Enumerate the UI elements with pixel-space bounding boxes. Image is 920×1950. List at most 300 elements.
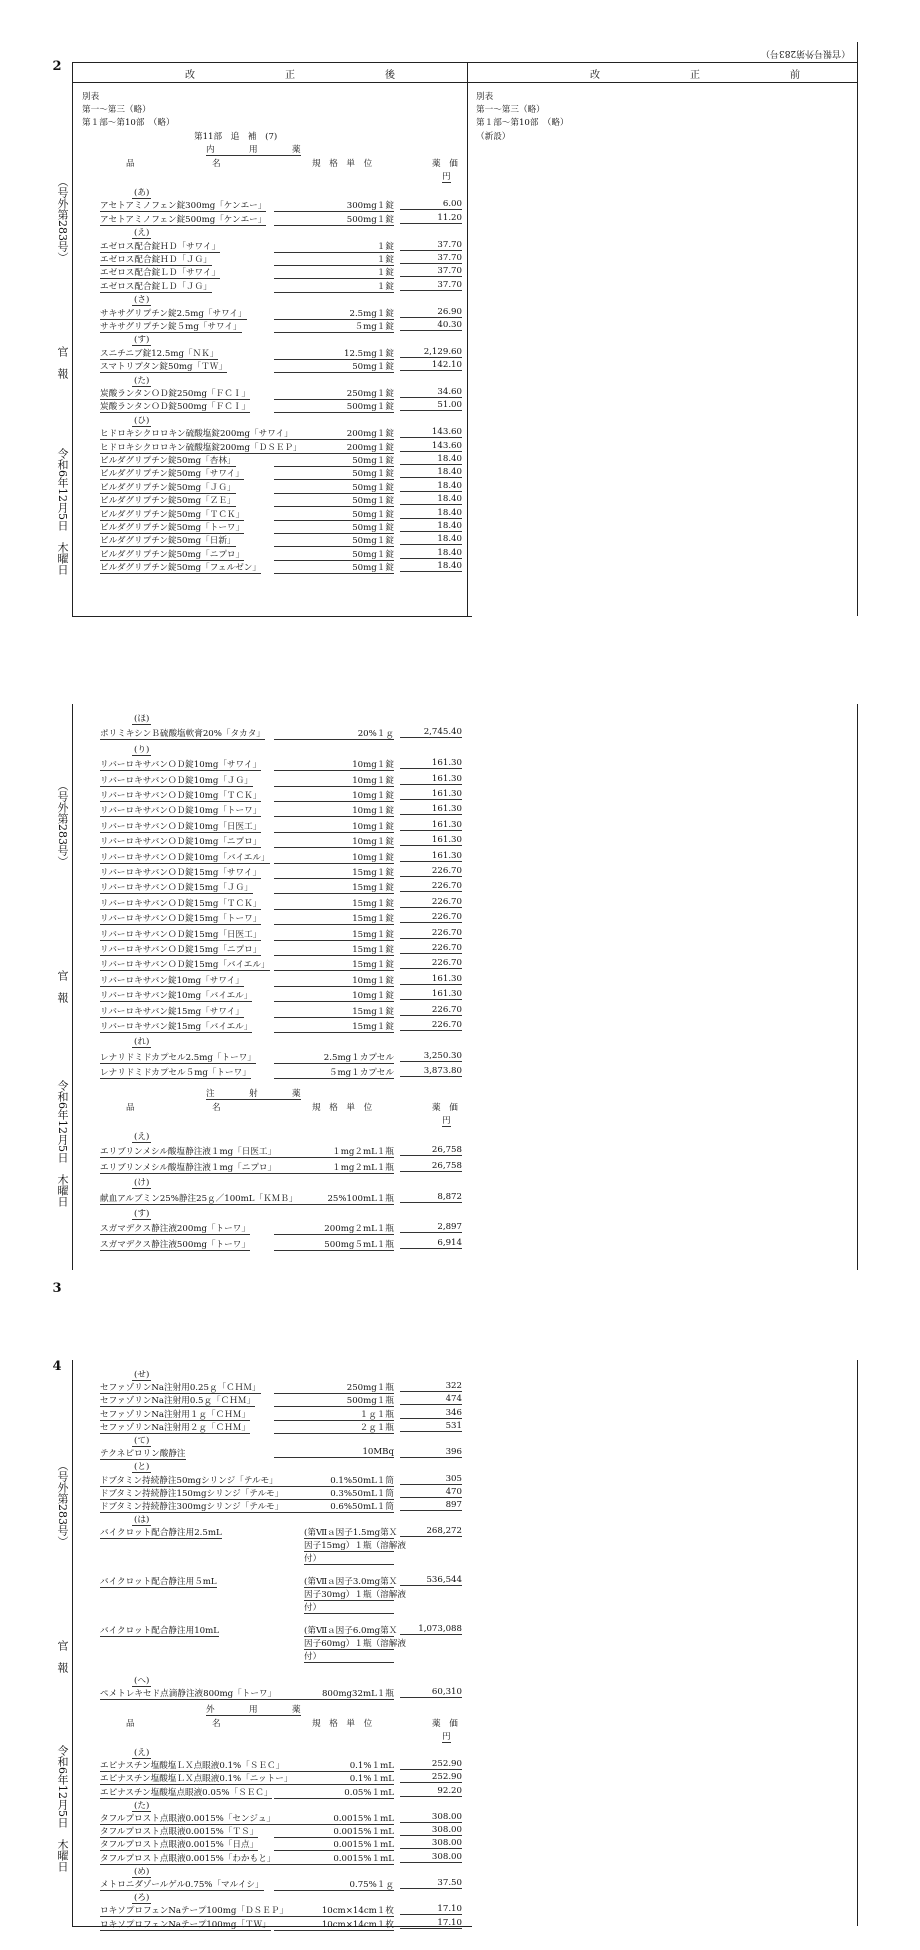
drug-price: 226.70	[400, 958, 462, 969]
page-number: 3	[52, 1281, 62, 1296]
col-header-name: 品 名	[126, 1103, 221, 1113]
issue-date: 令和6年12月5日 木曜日	[56, 1080, 69, 1207]
drug-spec: 因子60mg）１瓶（溶解液	[304, 1639, 406, 1649]
drug-name: エゼロス配合錠ＨＤ「ＪＧ」	[100, 255, 212, 265]
drug-spec: 25%100mL１瓶	[274, 1192, 394, 1205]
drug-spec: 50mg１錠	[274, 508, 394, 521]
drug-name: スニチニブ錠12.5mg「ＮＫ」	[100, 348, 219, 359]
drug-price: 226.70	[400, 943, 462, 954]
drug-price: 226.70	[400, 928, 462, 939]
col-header-price: 薬 価	[432, 1103, 458, 1113]
drug-name: ビルダグリプチン錠50mg「サワイ」	[100, 469, 244, 480]
drug-price: 308.00	[400, 1852, 462, 1863]
drug-spec: 500mg１瓶	[274, 1394, 394, 1407]
drug-price: 308.00	[400, 1825, 462, 1836]
intro-line: 第１部～第10部 （略）	[82, 118, 175, 128]
kana-index-label: (え)	[134, 1132, 150, 1142]
drug-spec: 因子30mg）１瓶（溶解液	[304, 1590, 406, 1600]
margin-strip	[46, 700, 69, 1296]
drug-name: ポリミキシンＢ硫酸塩軟膏20%「タカタ」	[100, 729, 265, 740]
kana-index	[132, 186, 151, 198]
drug-price: 26,758	[400, 1161, 462, 1172]
drug-spec: 300mg１錠	[274, 199, 394, 212]
drug-price: 26.90	[400, 307, 462, 318]
kana-index	[132, 1513, 151, 1525]
drug-spec: 0.0015%１mL	[274, 1838, 394, 1851]
drug-spec: 500mg５mL１瓶	[274, 1238, 394, 1251]
drug-spec: 0.1%１mL	[274, 1772, 394, 1785]
drug-name: セファゾリンNa注射用２ｇ「ＣＨＭ」	[100, 1422, 250, 1433]
drug-spec: 50mg１錠	[274, 534, 394, 547]
drug-price: 18.40	[400, 454, 462, 465]
page-2	[0, 0, 920, 640]
drug-spec: ５mg１カプセル	[274, 1066, 394, 1079]
drug-name: バイクロット配合静注用2.5mL	[100, 1528, 222, 1538]
intro-line: 別表	[82, 92, 100, 102]
drug-price: 322	[400, 1381, 462, 1392]
drug-spec: 50mg１錠	[274, 467, 394, 480]
drug-spec: 800mg32mL１瓶	[274, 1687, 394, 1700]
drug-name: リバーロキサバン錠10mg「バイエル」	[100, 991, 253, 1002]
drug-spec: １錠	[274, 266, 394, 279]
drug-name: ドブタミン持続静注150mgシリンジ「テルモ」	[100, 1488, 284, 1499]
drug-name: ヒドロキシクロロキン硫酸塩錠200mg「サワイ」	[100, 429, 293, 440]
drug-spec: (第Ⅶａ因子6.0mg第Ｘ	[304, 1626, 398, 1636]
drug-spec: 500mg１錠	[274, 213, 394, 226]
kana-index-label: (た)	[134, 1800, 150, 1811]
col-head-before: 改 正 前	[590, 70, 840, 81]
drug-name: スガマデクス静注液500mg「トーワ」	[100, 1239, 250, 1250]
drug-price: 37.70	[400, 280, 462, 291]
drug-price: 470	[400, 1487, 462, 1498]
drug-name: レナリドミドカプセル2.5mg「トーワ」	[100, 1052, 256, 1063]
drug-price: 161.30	[400, 804, 462, 815]
drug-spec: 0.0015%１mL	[274, 1825, 394, 1838]
kana-index-label: (へ)	[134, 1676, 150, 1686]
drug-spec: 10mg１錠	[274, 804, 394, 817]
drug-price: 18.40	[400, 521, 462, 532]
drug-spec: 10MBq	[274, 1447, 394, 1458]
right-col-line: （新設）	[476, 132, 511, 142]
drug-spec: 0.6%50mL１筒	[274, 1500, 394, 1513]
drug-spec: 10mg１錠	[274, 758, 394, 771]
drug-spec: 15mg１錠	[274, 912, 394, 925]
kana-index	[132, 1746, 151, 1758]
kana-index-label: (て)	[134, 1436, 150, 1446]
kana-index	[132, 226, 151, 238]
drug-name: レナリドミドカプセル５mg「トーワ」	[100, 1068, 251, 1079]
drug-spec: 15mg１錠	[274, 1020, 394, 1033]
drug-price: 60,310	[400, 1687, 462, 1698]
drug-name: タフルプロスト点眼液0.0015%「日点」	[100, 1840, 259, 1851]
drug-price: 18.40	[400, 534, 462, 545]
drug-name: リバーロキサバン錠15mg「バイエル」	[100, 1022, 253, 1032]
section-title: 外 用 薬	[206, 1705, 301, 1715]
kana-index-label: (ほ)	[134, 714, 150, 724]
col-header-price: 薬 価	[432, 159, 458, 169]
drug-name: タフルプロスト点眼液0.0015%「わかもと」	[100, 1853, 276, 1864]
intro-line: 第一～第三（略）	[82, 105, 151, 115]
drug-spec: 50mg１錠	[274, 360, 394, 373]
col-header-name: 品 名	[126, 1719, 221, 1729]
drug-spec: 15mg１錠	[274, 897, 394, 910]
kana-index-label: (ろ)	[134, 1893, 150, 1904]
drug-spec: 因子15mg）１瓶（溶解液	[304, 1541, 406, 1551]
kana-index-label: (け)	[134, 1178, 150, 1189]
drug-price: 18.40	[400, 481, 462, 492]
kana-index	[132, 1035, 151, 1047]
drug-price: 474	[400, 1394, 462, 1405]
drug-price: 18.40	[400, 508, 462, 519]
paper-name: 官 報	[56, 1640, 69, 1673]
drug-spec: 0.1%１mL	[274, 1759, 394, 1772]
drug-name: エピナスチン塩酸塩ＬＸ点眼液0.1%「ニットー」	[100, 1774, 293, 1785]
section-title: 注 射 薬	[206, 1089, 301, 1099]
drug-spec: 250mg１瓶	[274, 1381, 394, 1394]
drug-spec: 付）	[304, 1552, 394, 1565]
kana-index-label: (た)	[134, 375, 150, 386]
drug-name: リバーロキサバンＯＤ錠10mg「日医工」	[100, 821, 262, 832]
drug-price: 161.30	[400, 789, 462, 800]
drug-spec: 0.3%50mL１筒	[274, 1487, 394, 1500]
drug-name: リバーロキサバンＯＤ錠10mg「ＪＧ」	[100, 775, 253, 786]
drug-spec: １mg２mL１瓶	[274, 1145, 394, 1158]
drug-spec: 0.1%50mL１筒	[274, 1474, 394, 1487]
drug-spec: 付）	[304, 1601, 394, 1614]
drug-name: エリブリンメシル酸塩静注液１mg「ニプロ」	[100, 1162, 277, 1173]
col-header-price: 薬 価	[432, 1719, 458, 1729]
drug-spec: 0.75%１ｇ	[274, 1878, 394, 1891]
kana-index	[132, 1434, 151, 1446]
kana-index-label: (め)	[134, 1866, 150, 1877]
drug-name: メトロニダゾールゲル0.75%「マルイシ」	[100, 1880, 264, 1890]
drug-name: リバーロキサバンＯＤ錠10mg「バイエル」	[100, 852, 270, 863]
drug-price: 6,914	[400, 1238, 462, 1249]
drug-name: バイクロット配合静注用５mL	[100, 1577, 217, 1587]
drug-price: 161.30	[400, 989, 462, 1000]
kana-index-label: (あ)	[134, 188, 150, 198]
drug-price: 2,897	[400, 1222, 462, 1233]
drug-name: テクネピロリン酸静注	[100, 1449, 186, 1460]
drug-spec: 15mg１錠	[274, 943, 394, 956]
drug-price: 531	[400, 1421, 462, 1432]
drug-price: 252.90	[400, 1772, 462, 1783]
drug-name: バイクロット配合静注用10mL	[100, 1626, 219, 1636]
drug-spec: 15mg１錠	[274, 881, 394, 894]
kana-index-label: (せ)	[134, 1370, 150, 1380]
drug-spec: 10cm×14cm１枚	[274, 1904, 394, 1917]
drug-spec: 10mg１錠	[274, 974, 394, 987]
kana-index-label: (す)	[134, 335, 150, 346]
margin-strip	[46, 56, 68, 616]
drug-price: 161.30	[400, 835, 462, 846]
right-col-line: 第１部～第10部 （略）	[476, 118, 569, 128]
drug-spec: 10mg１錠	[274, 774, 394, 787]
drug-price: 2,745.40	[400, 727, 462, 738]
top-note: （官報号外第283号）	[760, 48, 850, 58]
drug-price: 1,073,088	[400, 1624, 462, 1635]
drug-spec: (第Ⅶａ因子3.0mg第Ｘ	[304, 1577, 398, 1587]
drug-price: 142.10	[400, 360, 462, 371]
issue-date: 令和6年12月5日 木曜日	[56, 448, 69, 575]
part-title: 第11部 追 補 (7)	[194, 132, 278, 142]
drug-price: 226.70	[400, 866, 462, 877]
drug-price: 226.70	[400, 1005, 462, 1016]
col-header-name: 品 名	[126, 159, 221, 169]
drug-spec: 50mg１錠	[274, 454, 394, 467]
drug-price: 161.30	[400, 974, 462, 985]
drug-spec: 10cm×14cm１枚	[274, 1918, 394, 1931]
col-header-yen: 円	[442, 1732, 451, 1742]
drug-name: サキサグリプチン錠５mg「サワイ」	[100, 322, 242, 332]
drug-spec: 10mg１錠	[274, 851, 394, 864]
drug-spec: 250mg１錠	[274, 387, 394, 400]
drug-name: エリブリンメシル酸塩静注液１mg「日医工」	[100, 1147, 277, 1158]
drug-price: 18.40	[400, 548, 462, 559]
kana-index	[132, 414, 151, 426]
drug-name: リバーロキサバンＯＤ錠10mg「ＴＣＫ」	[100, 791, 262, 801]
drug-name: ロキソプロフェンNaテープ100mg「ＤＳＥＰ」	[100, 1906, 288, 1917]
drug-price: 308.00	[400, 1838, 462, 1849]
drug-name: ビルダグリプチン錠50mg「杏林」	[100, 456, 236, 466]
drug-price: 897	[400, 1500, 462, 1511]
kana-index-label: (れ)	[134, 1037, 150, 1048]
drug-name: ロキソプロフェンNaテープ100mg「ＴＷ」	[100, 1919, 271, 1930]
drug-name: リバーロキサバンＯＤ錠15mg「ＪＧ」	[100, 883, 253, 894]
page-4	[0, 1340, 920, 1940]
drug-price: 161.30	[400, 820, 462, 831]
drug-spec: 20%１ｇ	[274, 727, 394, 740]
issue-number: （号外第283号）	[56, 780, 69, 867]
drug-name: リバーロキサバンＯＤ錠15mg「バイエル」	[100, 960, 270, 971]
drug-name: リバーロキサバンＯＤ錠15mg「トーワ」	[100, 914, 262, 925]
drug-spec: １錠	[274, 280, 394, 293]
drug-spec: １mg２mL１瓶	[274, 1161, 394, 1174]
drug-price: 3,250.30	[400, 1051, 462, 1062]
kana-index	[132, 1674, 151, 1686]
drug-price: 6.00	[400, 199, 462, 210]
drug-price: 17.10	[400, 1904, 462, 1915]
kana-index	[132, 333, 151, 345]
drug-name: ヒドロキシクロロキン硫酸塩錠200mg「ＤＳＥＰ」	[100, 442, 302, 453]
drug-price: 11.20	[400, 213, 462, 224]
kana-index	[132, 1207, 151, 1219]
kana-index-label: (さ)	[134, 295, 150, 306]
page-number: 4	[52, 1359, 62, 1374]
drug-spec: 200mg１錠	[274, 427, 394, 440]
drug-price: 226.70	[400, 912, 462, 923]
drug-price: 2,129.60	[400, 347, 462, 358]
drug-name: 献血アルブミン25%静注25ｇ／100mL「ＫＭＢ」	[100, 1193, 298, 1204]
kana-index-label: (は)	[134, 1515, 150, 1526]
drug-price: 37.70	[400, 266, 462, 277]
drug-spec: 10mg１錠	[274, 789, 394, 802]
drug-spec: 付）	[304, 1650, 394, 1663]
drug-spec: 2.5mg１カプセル	[274, 1051, 394, 1064]
drug-name: ビルダグリプチン錠50mg「ニプロ」	[100, 549, 245, 560]
drug-price: 18.40	[400, 561, 462, 572]
drug-name: ビルダグリプチン錠50mg「ＪＧ」	[100, 482, 236, 493]
drug-price: 143.60	[400, 427, 462, 438]
drug-name: エピナスチン塩酸塩点眼液0.05%「ＳＥＣ」	[100, 1787, 273, 1798]
drug-spec: 200mg１錠	[274, 441, 394, 454]
drug-price: 161.30	[400, 851, 462, 862]
drug-spec: 2.5mg１錠	[274, 307, 394, 320]
drug-spec: 50mg１錠	[274, 561, 394, 574]
drug-name: エピナスチン塩酸塩ＬＸ点眼液0.1%「ＳＥＣ」	[100, 1761, 285, 1772]
drug-spec: 12.5mg１錠	[274, 347, 394, 360]
drug-name: タフルプロスト点眼液0.0015%「センジュ」	[100, 1814, 276, 1824]
drug-price: 308.00	[400, 1812, 462, 1823]
drug-name: スマトリプタン錠50mg「ＴＷ」	[100, 362, 227, 373]
kana-index	[132, 1891, 151, 1903]
drug-price: 26,758	[400, 1145, 462, 1156]
margin-strip	[46, 1360, 68, 1920]
drug-name: 炭酸ランタンＯＤ錠250mg「ＦＣＩ」	[100, 389, 251, 399]
drug-price: 226.70	[400, 881, 462, 892]
drug-name: リバーロキサバンＯＤ錠10mg「サワイ」	[100, 760, 262, 771]
drug-spec: １錠	[274, 240, 394, 253]
drug-price: 18.40	[400, 494, 462, 505]
drug-name: 炭酸ランタンＯＤ錠500mg「ＦＣＩ」	[100, 402, 251, 413]
drug-name: エゼロス配合錠ＨＤ「サワイ」	[100, 241, 221, 252]
drug-spec: 10mg１錠	[274, 835, 394, 848]
page-3	[0, 660, 920, 1296]
section-title: 内 用 薬	[206, 145, 301, 155]
issue-date: 令和6年12月5日 木曜日	[56, 1745, 69, 1872]
drug-spec: 15mg１錠	[274, 866, 394, 879]
kana-index	[132, 1865, 151, 1877]
drug-name: ペメトレキセド点滴静注液800mg「トーワ」	[100, 1689, 277, 1699]
drug-name: スガマデクス静注液200mg「トーワ」	[100, 1224, 250, 1235]
col-header-yen: 円	[442, 172, 451, 182]
drug-price: 34.60	[400, 387, 462, 398]
kana-index	[132, 1460, 151, 1472]
drug-name: ビルダグリプチン錠50mg「ＺＥ」	[100, 496, 236, 507]
drug-name: セファゾリンNa注射用0.25ｇ「ＣＨＭ」	[100, 1383, 261, 1394]
kana-index-label: (す)	[134, 1209, 150, 1219]
paper-name: 官 報	[56, 346, 69, 379]
kana-index	[132, 293, 151, 305]
kana-index-label: (え)	[134, 1748, 150, 1758]
drug-price: 40.30	[400, 320, 462, 331]
drug-name: リバーロキサバン錠10mg「サワイ」	[100, 975, 244, 986]
col-header-spec: 規 格 単 位	[312, 1103, 373, 1113]
kana-index	[132, 743, 151, 755]
drug-spec: 10mg１錠	[274, 989, 394, 1002]
drug-price: 252.90	[400, 1759, 462, 1770]
drug-name: セファゾリンNa注射用１ｇ「ＣＨＭ」	[100, 1409, 250, 1420]
drug-spec: 50mg１錠	[274, 521, 394, 534]
drug-name: ビルダグリプチン錠50mg「日新」	[100, 536, 236, 547]
drug-spec: (第Ⅶａ因子1.5mg第Ｘ	[304, 1528, 398, 1538]
drug-spec: 10mg１錠	[274, 820, 394, 833]
kana-index	[132, 1368, 151, 1380]
drug-spec: ２ｇ１瓶	[274, 1421, 394, 1434]
page-number: 2	[52, 59, 62, 74]
kana-index	[132, 1176, 151, 1188]
kana-index-label: (ひ)	[134, 415, 150, 426]
drug-name: リバーロキサバンＯＤ錠10mg「ニプロ」	[100, 837, 262, 848]
drug-name: エゼロス配合錠ＬＤ「サワイ」	[100, 268, 221, 279]
drug-price: 226.70	[400, 897, 462, 908]
col-header-spec: 規 格 単 位	[312, 159, 373, 169]
kana-index	[132, 1799, 151, 1811]
drug-price: 268,272	[400, 1526, 462, 1537]
drug-name: リバーロキサバンＯＤ錠10mg「トーワ」	[100, 806, 262, 817]
drug-name: リバーロキサバン錠15mg「サワイ」	[100, 1006, 244, 1017]
issue-number: （号外第283号）	[56, 176, 69, 263]
kana-index-label: (り)	[134, 744, 150, 755]
drug-spec: 200mg２mL１瓶	[274, 1222, 394, 1235]
drug-spec: 0.0015%１mL	[274, 1812, 394, 1825]
kana-index	[132, 712, 151, 724]
issue-number: （号外第283号）	[56, 1460, 69, 1547]
drug-price: 37.70	[400, 253, 462, 264]
drug-price: 396	[400, 1447, 462, 1458]
drug-spec: 50mg１錠	[274, 548, 394, 561]
drug-spec: 15mg１錠	[274, 958, 394, 971]
kana-index-label: (え)	[134, 228, 150, 239]
kana-index	[132, 374, 151, 386]
drug-spec: １錠	[274, 253, 394, 266]
drug-price: 18.40	[400, 467, 462, 478]
drug-spec: 0.0015%１mL	[274, 1852, 394, 1865]
drug-price: 161.30	[400, 774, 462, 785]
drug-spec: 15mg１錠	[274, 1005, 394, 1018]
drug-name: タフルプロスト点眼液0.0015%「ＴＳ」	[100, 1827, 259, 1838]
drug-price: 37.70	[400, 240, 462, 251]
col-header-spec: 規 格 単 位	[312, 1719, 373, 1729]
kana-index	[132, 1130, 151, 1142]
drug-price: 37.50	[400, 1878, 462, 1889]
drug-name: リバーロキサバンＯＤ錠15mg「ニプロ」	[100, 945, 262, 955]
drug-name: ビルダグリプチン錠50mg「トーワ」	[100, 523, 245, 533]
drug-name: リバーロキサバンＯＤ錠15mg「ＴＣＫ」	[100, 898, 262, 909]
drug-name: セファゾリンNa注射用0.5ｇ「ＣＨＭ」	[100, 1396, 256, 1407]
drug-price: 51.00	[400, 400, 462, 411]
drug-name: ドブタミン持続静注50mgシリンジ「テルモ」	[100, 1475, 278, 1486]
drug-name: ドブタミン持続静注300mgシリンジ「テルモ」	[100, 1502, 284, 1512]
drug-name: アセトアミノフェン錠500mg「ケンエー」	[100, 214, 267, 225]
right-col-line: 別表	[476, 92, 494, 102]
drug-name: ビルダグリプチン錠50mg「フェルゼン」	[100, 563, 261, 574]
drug-price: 226.70	[400, 1020, 462, 1031]
drug-name: アセトアミノフェン錠300mg「ケンエー」	[100, 201, 267, 212]
col-head-after: 改 正 後	[185, 70, 435, 81]
drug-price: 143.60	[400, 441, 462, 452]
drug-spec: 0.05%１mL	[274, 1786, 394, 1799]
drug-name: リバーロキサバンＯＤ錠15mg「日医工」	[100, 929, 262, 940]
drug-spec: 15mg１錠	[274, 928, 394, 941]
col-header-yen: 円	[442, 1116, 451, 1126]
drug-spec: 50mg１錠	[274, 481, 394, 494]
drug-price: 346	[400, 1408, 462, 1419]
kana-index-label: (と)	[134, 1462, 150, 1473]
drug-name: エゼロス配合錠ＬＤ「ＪＧ」	[100, 281, 212, 292]
drug-price: 92.20	[400, 1786, 462, 1797]
right-col-line: 第一～第三（略）	[476, 105, 545, 115]
drug-spec: 500mg１錠	[274, 400, 394, 413]
drug-price: 3,873.80	[400, 1066, 462, 1077]
drug-name: リバーロキサバンＯＤ錠15mg「サワイ」	[100, 868, 262, 878]
paper-name: 官 報	[56, 970, 69, 1003]
drug-spec: 50mg１錠	[274, 494, 394, 507]
drug-price: 17.10	[400, 1918, 462, 1929]
drug-price: 8,872	[400, 1192, 462, 1203]
drug-spec: ５mg１錠	[274, 320, 394, 333]
drug-price: 305	[400, 1474, 462, 1485]
